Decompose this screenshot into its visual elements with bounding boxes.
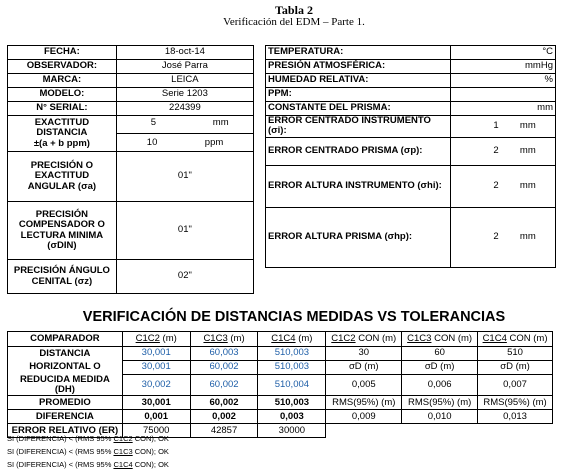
note-text: SI (DIFERENCIA) < (RMS 95% [7,434,114,443]
verification-title: VERIFICACIÓN DE DISTANCIAS MEDIDAS VS TOLERANCIAS [82,309,506,325]
eai-unit: mm [501,165,556,207]
instrument-info-table [7,45,254,294]
header-c1c4 [258,332,326,347]
header-c1c4-con [478,332,553,347]
precision-compensador-label: PRECISIÓN COMPENSADOR O LECTURA MINIMA (σDIN) [8,202,117,260]
promedio-c1c3: 60,002 [190,396,258,410]
presion-unit: mmHg [451,60,556,74]
eci-value: 1 [451,116,501,138]
table-cell: 510,003 [258,361,326,375]
presion-label: PRESIÓN ATMOSFÉRICA: [266,60,451,74]
header-unit: (m) [295,332,313,344]
ppm-label: PPM: [266,88,451,102]
header-code: C1C4 [482,332,507,344]
diferencia-label: DIFERENCIA [8,410,123,424]
distancia-label-2: HORIZONTAL O [8,361,123,375]
distancia-label-3: REDUCIDA MEDIDA (DH) [8,375,123,396]
error-c1c2: 75000 [122,424,190,438]
a-unit: mm [212,117,229,128]
ecp-label: ERROR CENTRADO PRISMA (σp): [266,137,451,165]
note-text: CON); OK [132,447,169,456]
eai-value: 2 [451,165,501,207]
note-code: C1C3 [113,447,133,456]
marca-value: LEICA [116,74,253,88]
humedad-label: HUMEDAD RELATIVA: [266,74,451,88]
constante-unit: mm [451,102,556,116]
note-c1c3 [7,447,169,456]
verification-table [7,331,553,438]
table-cell: 0,007 [478,375,553,396]
observador-value: José Parra [116,60,253,74]
header-code: C1C4 [271,332,296,344]
table-cell: 30 [326,347,402,361]
header-unit: CON (m) [431,332,473,344]
exactitud-values [116,116,253,152]
precision-cenital-value: 02" [116,260,253,294]
header-c1c2-con [326,332,402,347]
note-text: SI (DIFERENCIA) < (RMS 95% [7,460,114,469]
rms-value: 0,013 [478,410,553,424]
error-c1c4: 30000 [258,424,326,438]
promedio-c1c4: 510,003 [258,396,326,410]
table-cell: σD (m) [478,361,553,375]
distancia-label-1: DISTANCIA [8,347,123,361]
diferencia-c1c4: 0,003 [258,410,326,424]
table-cell: 510 [478,347,553,361]
note-c1c4 [7,460,169,469]
promedio-label: PROMEDIO [8,396,123,410]
fecha-value: 18-oct-14 [116,46,253,60]
error-c1c3: 42857 [190,424,258,438]
note-c1c2 [7,434,169,443]
table-caption-number: Tabla 2 [275,3,313,17]
note-code: C1C2 [113,434,133,443]
header-c1c2 [122,332,190,347]
header-unit: (m) [159,332,177,344]
eap-label: ERROR ALTURA PRISMA (σhp): [266,207,451,267]
empty-cell [326,424,402,438]
rms-value: 0,010 [402,410,478,424]
b-value: 10 [146,137,158,148]
comparador-header: COMPARADOR [8,332,123,347]
temperatura-label: TEMPERATURA: [266,46,451,60]
precision-angular-value: 01" [116,152,253,202]
rms-label: RMS(95%) (m) [402,396,478,410]
eci-label: ERROR CENTRADO INSTRUMENTO (σi): [266,116,451,138]
ecp-unit: mm [501,137,556,165]
table-cell: 60,002 [190,361,258,375]
precision-cenital-label: PRECISIÓN ÁNGULO CENITAL (σz) [8,260,117,294]
ppm-value [451,88,556,102]
constante-label: CONSTANTE DEL PRISMA: [266,102,451,116]
temperatura-unit: °C [451,46,556,60]
promedio-c1c2: 30,001 [122,396,190,410]
header-c1c3-con [402,332,478,347]
table-cell: 60,003 [190,347,258,361]
table-cell: 30,001 [122,361,190,375]
exactitud-distancia-label [8,116,117,152]
diferencia-c1c3: 0,002 [190,410,258,424]
exactitud-label-line2: ±(a + b ppm) [33,137,90,149]
humedad-unit: % [451,74,556,88]
modelo-value: Serie 1203 [116,88,253,102]
precision-compensador-value: 01" [116,202,253,260]
table-cell: σD (m) [326,361,402,375]
exactitud-label-line1: EXACTITUD DISTANCIA [34,116,90,139]
error-relativo-label: ERROR RELATIVO (ER) [8,424,123,438]
table-caption-subtitle: Verificación del EDM – Parte 1. [223,16,365,28]
note-text: CON); OK [132,460,169,469]
ecp-value: 2 [451,137,501,165]
table-cell: 510,003 [258,347,326,361]
rms-value: 0,009 [326,410,402,424]
table-cell: σD (m) [402,361,478,375]
fecha-label: FECHA: [8,46,117,60]
conditions-table [265,45,556,268]
eap-unit: mm [501,207,556,267]
note-text: SI (DIFERENCIA) < (RMS 95% [7,447,114,456]
note-text: CON); OK [132,434,169,443]
header-code: C1C3 [203,332,228,344]
precision-angular-label: PRECISIÓN O EXACTITUD ANGULAR (σa) [8,152,117,202]
empty-cell [478,424,553,438]
marca-label: MARCA: [8,74,117,88]
table-cell: 60,002 [190,375,258,396]
header-c1c3 [190,332,258,347]
header-code: C1C3 [407,332,432,344]
table-cell: 30,002 [122,375,190,396]
table-cell: 0,005 [326,375,402,396]
b-unit: ppm [204,137,224,148]
diferencia-c1c2: 0,001 [122,410,190,424]
table-cell: 0,006 [402,375,478,396]
header-unit: (m) [227,332,245,344]
note-code: C1C4 [113,460,133,469]
eai-label: ERROR ALTURA INSTRUMENTO (σhi): [266,165,451,207]
header-unit: CON (m) [506,332,548,344]
a-value: 5 [150,117,157,128]
header-unit: CON (m) [355,332,397,344]
empty-cell [402,424,478,438]
table-cell: 510,004 [258,375,326,396]
eci-unit: mm [501,116,556,138]
eap-value: 2 [451,207,501,267]
rms-label: RMS(95%) (m) [326,396,402,410]
modelo-label: MODELO: [8,88,117,102]
serial-label: N° SERIAL: [8,102,117,116]
table-cell: 60 [402,347,478,361]
rms-label: RMS(95%) (m) [478,396,553,410]
table-cell: 30,001 [122,347,190,361]
observador-label: OBSERVADOR: [8,60,117,74]
header-code: C1C2 [331,332,356,344]
serial-value: 224399 [116,102,253,116]
header-code: C1C2 [135,332,160,344]
